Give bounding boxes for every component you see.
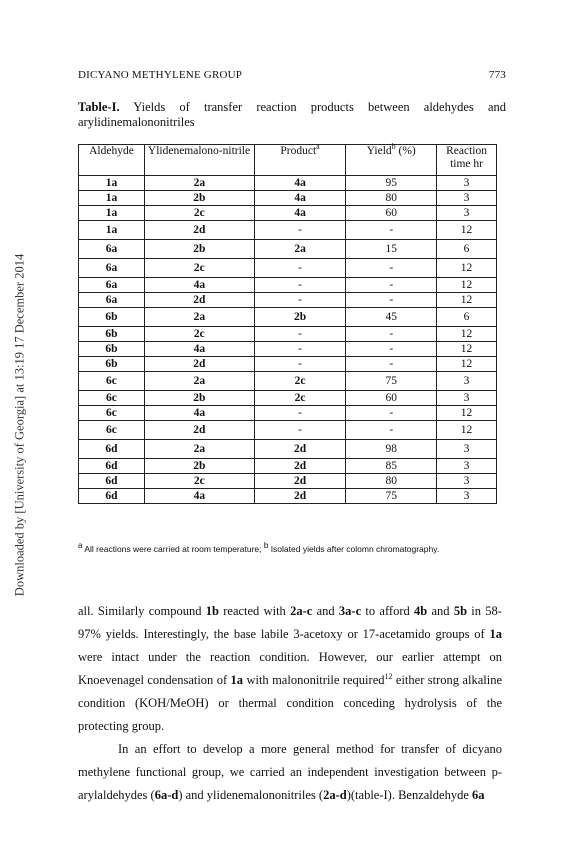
cell-ylidenemalononitrile: 2a xyxy=(144,440,254,459)
cell-reaction-time: 12 xyxy=(437,327,497,342)
table-row xyxy=(79,459,497,474)
p1-segment: 3a-c xyxy=(338,604,362,618)
cell-reaction-time: 6 xyxy=(437,308,497,327)
cell-product: 2a xyxy=(254,240,346,259)
table-row xyxy=(79,278,497,293)
cell-yield: - xyxy=(346,421,437,440)
running-head xyxy=(78,69,506,81)
cell-reaction-time: 6 xyxy=(437,240,497,259)
p2-segment: ) and ylidenemalononitriles ( xyxy=(178,788,324,802)
p1-segment: 4b xyxy=(414,604,428,618)
cell-aldehyde: 6c xyxy=(79,421,145,440)
body-text xyxy=(78,600,502,807)
cell-product: 2d xyxy=(254,459,346,474)
paragraph-1 xyxy=(78,600,502,738)
cell-yield: - xyxy=(346,357,437,372)
cell-yield: 85 xyxy=(346,459,437,474)
paragraph-2 xyxy=(78,738,502,807)
cell-product: 2c xyxy=(254,391,346,406)
cell-product: - xyxy=(254,259,346,278)
table-row xyxy=(79,327,497,342)
cell-reaction-time: 3 xyxy=(437,391,497,406)
table-row xyxy=(79,421,497,440)
cell-product: - xyxy=(254,357,346,372)
cell-aldehyde: 6a xyxy=(79,293,145,308)
cell-product: - xyxy=(254,278,346,293)
p1-segment: 1a xyxy=(489,627,502,641)
cell-product: 4a xyxy=(254,206,346,221)
cell-product: 2c xyxy=(254,372,346,391)
cell-yield: 60 xyxy=(346,391,437,406)
cell-product: - xyxy=(254,406,346,421)
cell-yield: - xyxy=(346,327,437,342)
running-head-title: DICYANO METHYLENE GROUP xyxy=(78,69,243,81)
table-row xyxy=(79,221,497,240)
table-row xyxy=(79,240,497,259)
cell-yield: - xyxy=(346,293,437,308)
cell-ylidenemalononitrile: 2d xyxy=(144,421,254,440)
p1-segment: and xyxy=(312,604,339,618)
cell-product: - xyxy=(254,421,346,440)
cell-yield: 15 xyxy=(346,240,437,259)
p2-segment: 2a-d xyxy=(323,788,347,802)
cell-ylidenemalononitrile: 4a xyxy=(144,278,254,293)
cell-ylidenemalononitrile: 2a xyxy=(144,372,254,391)
cell-yield: - xyxy=(346,342,437,357)
header-product: Product$^a$ xyxy=(254,145,346,176)
cell-ylidenemalononitrile: 2d xyxy=(144,293,254,308)
cell-ylidenemalononitrile: 2c xyxy=(144,327,254,342)
p1-segment: 2a-c xyxy=(290,604,313,618)
cell-product: - xyxy=(254,342,346,357)
cell-yield: 98 xyxy=(346,440,437,459)
p1-segment: all. Similarly compound xyxy=(78,604,206,618)
cell-yield: 45 xyxy=(346,308,437,327)
cell-product: - xyxy=(254,293,346,308)
table-row xyxy=(79,206,497,221)
table-row xyxy=(79,342,497,357)
p1-segment: and xyxy=(427,604,454,618)
cell-yield: - xyxy=(346,221,437,240)
cell-aldehyde: 6d xyxy=(79,440,145,459)
table-row xyxy=(79,308,497,327)
cell-yield: 60 xyxy=(346,206,437,221)
download-watermark-text: Downloaded by [University of Georgia] at 13:19 17 December 2014 xyxy=(12,253,27,597)
cell-ylidenemalononitrile: 4a xyxy=(144,342,254,357)
table-body xyxy=(79,176,497,504)
cell-ylidenemalononitrile: 2d xyxy=(144,357,254,372)
p1-segment: 5b xyxy=(453,604,468,618)
cell-aldehyde: 6a xyxy=(79,278,145,293)
cell-reaction-time: 12 xyxy=(437,259,497,278)
cell-aldehyde: 6b xyxy=(79,357,145,372)
p2-segment: 6a xyxy=(472,788,485,802)
cell-aldehyde: 6c xyxy=(79,391,145,406)
cell-ylidenemalononitrile: 2a xyxy=(144,176,254,191)
cell-reaction-time: 12 xyxy=(437,421,497,440)
cell-aldehyde: 6c xyxy=(79,406,145,421)
header-yield: Yield$^b$ (%) xyxy=(346,145,437,176)
cell-ylidenemalononitrile: 2c xyxy=(144,259,254,278)
cell-ylidenemalononitrile: 2b xyxy=(144,240,254,259)
p1-segment: 1b xyxy=(205,604,219,618)
cell-yield: 80 xyxy=(346,474,437,489)
table-footnote xyxy=(78,541,506,554)
table-row xyxy=(79,176,497,191)
cell-aldehyde: 6d xyxy=(79,489,145,504)
header-aldehyde: Aldehyde xyxy=(79,145,145,176)
cell-aldehyde: 6d xyxy=(79,474,145,489)
table-header-row xyxy=(79,145,497,176)
cell-reaction-time: 3 xyxy=(437,440,497,459)
cell-ylidenemalononitrile: 2c xyxy=(144,474,254,489)
table-row xyxy=(79,406,497,421)
cell-ylidenemalononitrile: 2c xyxy=(144,206,254,221)
cell-ylidenemalononitrile: 2d xyxy=(144,221,254,240)
page-number: 773 xyxy=(488,69,506,81)
p1-segment: reacted with xyxy=(218,604,291,618)
table-row xyxy=(79,474,497,489)
table-row xyxy=(79,191,497,206)
cell-product: - xyxy=(254,221,346,240)
cell-reaction-time: 3 xyxy=(437,489,497,504)
table-row xyxy=(79,357,497,372)
p1-segment: either strong alkaline condition (KOH/MeOH) or thermal condition conceding hydrolysis of the protecting group. xyxy=(78,673,502,733)
cell-reaction-time: 3 xyxy=(437,474,497,489)
table-row xyxy=(79,372,497,391)
cell-ylidenemalononitrile: 2b xyxy=(144,191,254,206)
p2-segment: )(table-I). Benzaldehyde xyxy=(346,788,472,802)
header-reaction-time: Reaction time hr xyxy=(437,145,497,176)
p1-segment: in 58-97% yields. Interestingly, the base labile 3-acetoxy or 17-acetamido groups of xyxy=(78,604,502,641)
cell-product: 2d xyxy=(254,489,346,504)
cell-reaction-time: 3 xyxy=(437,176,497,191)
yields-table xyxy=(78,144,497,504)
cell-reaction-time: 3 xyxy=(437,191,497,206)
cell-ylidenemalononitrile: 4a xyxy=(144,489,254,504)
table-row xyxy=(79,391,497,406)
cell-reaction-time: 12 xyxy=(437,342,497,357)
header-ylidenemalononitrile: Ylidenemalono-nitrile xyxy=(144,145,254,176)
cell-yield: - xyxy=(346,259,437,278)
table-row xyxy=(79,259,497,278)
table-row xyxy=(79,440,497,459)
p2-segment: In an effort to develop a more general method for transfer of dicyano methylene functional group, we carried an independent investigation between p-arylaldehydes ( xyxy=(78,742,502,802)
cell-product: 2b xyxy=(254,308,346,327)
cell-aldehyde: 6a xyxy=(79,259,145,278)
cell-yield: 75 xyxy=(346,489,437,504)
download-watermark xyxy=(10,220,30,630)
cell-yield: - xyxy=(346,406,437,421)
footnote-text-b: Isolated yields after colomn chromatography. xyxy=(268,544,440,554)
cell-reaction-time: 12 xyxy=(437,221,497,240)
cell-yield: 95 xyxy=(346,176,437,191)
cell-aldehyde: 6a xyxy=(79,240,145,259)
cell-ylidenemalononitrile: 2b xyxy=(144,391,254,406)
p2-segment: 6a-d xyxy=(154,788,179,802)
cell-aldehyde: 1a xyxy=(79,191,145,206)
cell-ylidenemalononitrile: 4a xyxy=(144,406,254,421)
cell-reaction-time: 3 xyxy=(437,206,497,221)
cell-product: 2d xyxy=(254,474,346,489)
table-caption xyxy=(78,100,506,130)
cell-aldehyde: 6b xyxy=(79,327,145,342)
cell-reaction-time: 12 xyxy=(437,357,497,372)
table-row xyxy=(79,293,497,308)
p1-segment: were intact under the reaction condition. However, our earlier attempt on Knoevenagel condensation of xyxy=(78,650,502,687)
p1-segment: 1a xyxy=(230,673,244,687)
p1-segment: to afford xyxy=(361,604,415,618)
cell-reaction-time: 12 xyxy=(437,293,497,308)
cell-ylidenemalononitrile: 2a xyxy=(144,308,254,327)
cell-aldehyde: 6d xyxy=(79,459,145,474)
p1-segment: with malononitrile required xyxy=(243,673,385,687)
cell-yield: 75 xyxy=(346,372,437,391)
footnote-text-a: All reactions were carried at room temperature; xyxy=(82,544,264,554)
cell-reaction-time: 3 xyxy=(437,372,497,391)
cell-reaction-time: 12 xyxy=(437,278,497,293)
cell-aldehyde: 6b xyxy=(79,342,145,357)
p1-segment: 12 xyxy=(384,671,393,681)
cell-product: 2d xyxy=(254,440,346,459)
cell-product: 4a xyxy=(254,176,346,191)
cell-yield: 80 xyxy=(346,191,437,206)
cell-ylidenemalononitrile: 2b xyxy=(144,459,254,474)
cell-aldehyde: 6b xyxy=(79,308,145,327)
cell-yield: - xyxy=(346,278,437,293)
footnote-mark-a: a xyxy=(78,541,83,551)
cell-reaction-time: 12 xyxy=(437,406,497,421)
cell-aldehyde: 1a xyxy=(79,176,145,191)
cell-reaction-time: 3 xyxy=(437,459,497,474)
cell-aldehyde: 1a xyxy=(79,206,145,221)
cell-product: - xyxy=(254,327,346,342)
cell-aldehyde: 1a xyxy=(79,221,145,240)
table-caption-text: Yields of transfer reaction products between aldehydes and arylidinemalononitriles xyxy=(78,100,506,129)
cell-product: 4a xyxy=(254,191,346,206)
cell-aldehyde: 6c xyxy=(79,372,145,391)
footnote-mark-b: b xyxy=(263,541,269,551)
table-caption-label: Table-I. xyxy=(78,100,120,114)
table-row xyxy=(79,489,497,504)
